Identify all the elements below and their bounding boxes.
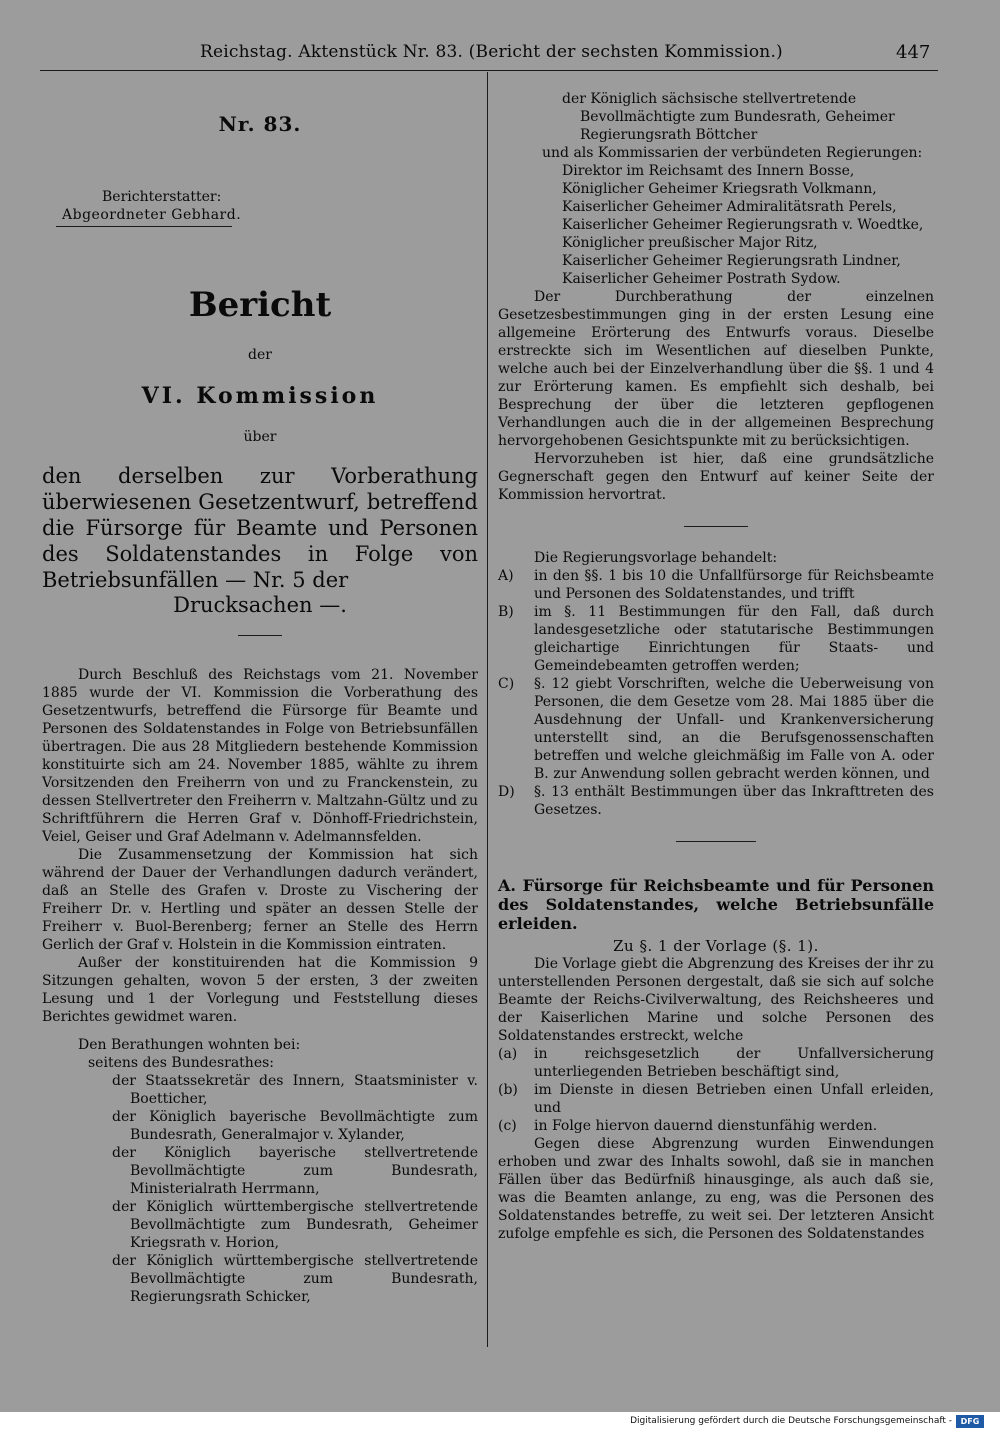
commissioner-entry: Kaiserlicher Geheimer Admiralitätsrath Perels, [562, 199, 897, 215]
left-body [42, 666, 478, 1026]
list-item [498, 603, 934, 675]
rapporteur-name: Abgeordneter Gebhard. [62, 207, 242, 223]
item-letter: (a) [498, 1046, 518, 1062]
rapporteur-underline [56, 226, 232, 227]
page-number: 447 [896, 42, 931, 63]
paragraph: Der Durchberathung der einzelnen Gesetzesbestimmungen ging in der ersten Lesung eine allgemeine Erörterung des Entwurfs voraus. Dieselbe erstreckte sich im Wesentlichen auf dieselben Punkte, welche auch bei der Einzelverhandlung über die §§. 1 und 4 zur Erörterung kamen. Es empfiehlt sich deshalb, bei Besprechung der über die letzteren gepflogenen Verhandlungen auch die in der allgemeinen Besprechung hervorgehobenen Gesichtspunkte mit zu berücksichtigen. [498, 289, 934, 449]
attendee-entry: der Königlich württembergische stellvertretende Bevollmächtigte zum Bundesrath, Regierungsrath Schicker, [112, 1253, 478, 1305]
report-title: Bericht [188, 285, 332, 325]
item-letter: D) [498, 784, 515, 800]
commissioner-entry: Direktor im Reichsamt des Innern Bosse, [562, 163, 855, 179]
item-text: im Dienste in diesen Betrieben einen Unfall erleiden, und [534, 1082, 934, 1116]
commissioner-entry: Königlicher preußischer Major Ritz, [562, 235, 818, 251]
item-text: im §. 11 Bestimmungen für den Fall, daß durch landesgesetzliche oder statutarische Bestimmungen gleichartige Einrichtungen für Staats- und Gemeindebeamten getroffen werden; [534, 604, 934, 674]
rapporteur-block [62, 188, 478, 227]
attendee-entry: der Königlich württembergische stellvertretende Bevollmächtigte zum Bundesrath, Geheimer Kriegsrath v. Horion, [112, 1199, 478, 1251]
item-letter: (c) [498, 1118, 517, 1134]
footer [0, 1412, 1000, 1432]
commissioner-entry: Kaiserlicher Geheimer Postrath Sydow. [562, 271, 841, 287]
document-number: Nr. 83. [218, 112, 302, 136]
separator-rule [238, 635, 282, 636]
regierungsvorlage-intro: Die Regierungsvorlage behandelt: [534, 550, 778, 566]
column-divider [487, 72, 488, 1347]
item-text: in Folge hiervon dauernd dienstunfähig werden. [534, 1118, 878, 1134]
report-subject: den derselben zur Vorberathung überwiesenen Gesetzentwurf, betreffend die Fürsorge für Beamte und Personen des Soldatenstandes in Folge von Betriebsunfällen — Nr. 5 der [42, 464, 478, 592]
paragraph: Außer der konstituirenden hat die Kommission 9 Sitzungen gehalten, wovon 5 der ersten, 3 der zweiten Lesung und 1 der Vorlegung und Feststellung dieses Berichtes gewidmet waren. [42, 955, 478, 1025]
attendee-entry: der Staatssekretär des Innern, Staatsminister v. Boetticher, [112, 1073, 478, 1107]
separator-rule [684, 526, 748, 527]
commissioner-entry: Königlicher Geheimer Kriegsrath Volkmann, [562, 181, 877, 197]
attendees-intro: Den Berathungen wohnten bei: [78, 1037, 301, 1053]
item-text: §. 13 enthält Bestimmungen über das Inkrafttreten des Gesetzes. [534, 784, 934, 818]
item-letter: B) [498, 604, 514, 620]
item-text: §. 12 giebt Vorschriften, welche die Ueberweisung von Personen, die dem Gesetze vom 28. Mai 1885 über die Ausdehnung der Unfall- und Krankenversicherung unterstellt sind, an die Berufsgenossenschaften betreffen und welche gleichmäßig im Falle von A. oder B. zur Anwendung sollen gebracht werden können, und [534, 676, 934, 782]
dfg-logo-icon: DFG [956, 1415, 984, 1428]
running-head: Reichstag. Aktenstück Nr. 83. (Bericht der sechsten Kommission.) [200, 42, 783, 62]
paragraph: Die Zusammensetzung der Kommission hat sich während der Dauer der Verhandlungen dadurch verändert, daß an Stelle des Grafen v. Droste zu Vischering der Freiherr Dr. v. Hertling und später an dessen Stelle der Freiherr v. Buol-Berenberg; ferner an Stelle des Herrn Gerlich der Graf v. Holstein in die Kommission eintraten. [42, 847, 478, 953]
report-commission: VI. Kommission [141, 383, 379, 409]
item-letter: (b) [498, 1082, 518, 1098]
right-column [498, 90, 934, 1243]
report-subject-last: Drucksachen —. [173, 593, 347, 617]
paragraph: Hervorzuheben ist hier, daß eine grundsätzliche Gegnerschaft gegen den Entwurf auf keiner Seite der Kommission hervortrat. [498, 451, 934, 503]
item-text: in reichsgesetzlich der Unfallversicherung unterliegenden Betrieben beschäftigt sind, [534, 1046, 934, 1080]
commissioner-entry: Kaiserlicher Geheimer Regierungsrath Lindner, [562, 253, 901, 269]
item-text: in den §§. 1 bis 10 die Unfallfürsorge für Reichsbeamte und Personen des Soldatenstandes, und trifft [534, 568, 934, 602]
report-der: der [248, 347, 272, 363]
commissioners-intro: und als Kommissarien der verbündeten Regierungen: [542, 145, 923, 161]
list-item [498, 783, 934, 819]
list-item [498, 675, 934, 783]
list-item [498, 567, 934, 603]
list-item [498, 1045, 934, 1081]
separator-rule [676, 841, 756, 842]
left-column [42, 90, 478, 1306]
attendee-entry: der Königlich sächsische stellvertretende Bevollmächtigte zum Bundesrath, Geheimer Regierungsrath Böttcher [562, 91, 895, 143]
section-subheading: Zu §. 1 der Vorlage (§. 1). [613, 937, 819, 955]
item-letter: C) [498, 676, 515, 692]
header-rule [40, 70, 938, 71]
section-heading: A. Fürsorge für Reichsbeamte und für Personen des Soldatenstandes, welche Betriebsunfälle erleiden. [498, 876, 934, 933]
footer-credit: Digitalisierung gefördert durch die Deutsche Forschungsgemeinschaft - [630, 1416, 952, 1426]
attendee-entry: der Königlich bayerische Bevollmächtigte zum Bundesrath, Generalmajor v. Xylander, [112, 1109, 478, 1143]
report-ueber: über [243, 429, 277, 445]
list-item [498, 1117, 934, 1135]
rapporteur-label: Berichterstatter: [102, 189, 222, 205]
list-item [498, 1081, 934, 1117]
paragraph: Die Vorlage giebt die Abgrenzung des Kreises der ihr zu unterstellenden Personen dergestalt, daß sie sich auf solche Beamte der Reichs-Civilverwaltung, des Reichsheeres und der Kaiserlichen Marine und solche Personen des Soldatenstandes erstreckt, welche [498, 956, 935, 1044]
item-letter: A) [498, 568, 514, 584]
commissioner-entry: Kaiserlicher Geheimer Regierungsrath v. Woedtke, [562, 217, 924, 233]
paragraph: Durch Beschluß des Reichstags vom 21. November 1885 wurde der VI. Kommission die Vorberathung des Gesetzentwurfs, betreffend die Fürsorge für Beamte und Personen des Soldatenstandes in Folge von Betriebsunfällen übertragen. Die aus 28 Mitgliedern bestehende Kommission konstituirte sich am 24. November 1885, wählte zu ihrem Vorsitzenden den Freiherrn von und zu Franckenstein, zu dessen Stellvertreter den Freiherrn v. Maltzahn-Gültz und zu Schriftführern die Herren Graf v. Dönhoff-Friedrichstein, Veiel, Geiser und Graf Adelmann v. Adelmannsfelden. [42, 667, 478, 845]
attendees-subheading: seitens des Bundesrathes: [88, 1055, 275, 1071]
paragraph: Gegen diese Abgrenzung wurden Einwendungen erhoben und zwar des Inhalts sowohl, daß sie in manchen Fällen über das Bedürfniß hinausginge, als auch daß sie, was die Beamten anlange, zu eng, was die Personen des Soldatenstandes betreffe, zu weit sei. Der letzteren Ansicht zufolge empfehle es sich, die Personen des Soldatenstandes [498, 1136, 934, 1242]
attendee-entry: der Königlich bayerische stellvertretende Bevollmächtigte zum Bundesrath, Ministerialrath Herrmann, [112, 1145, 478, 1197]
